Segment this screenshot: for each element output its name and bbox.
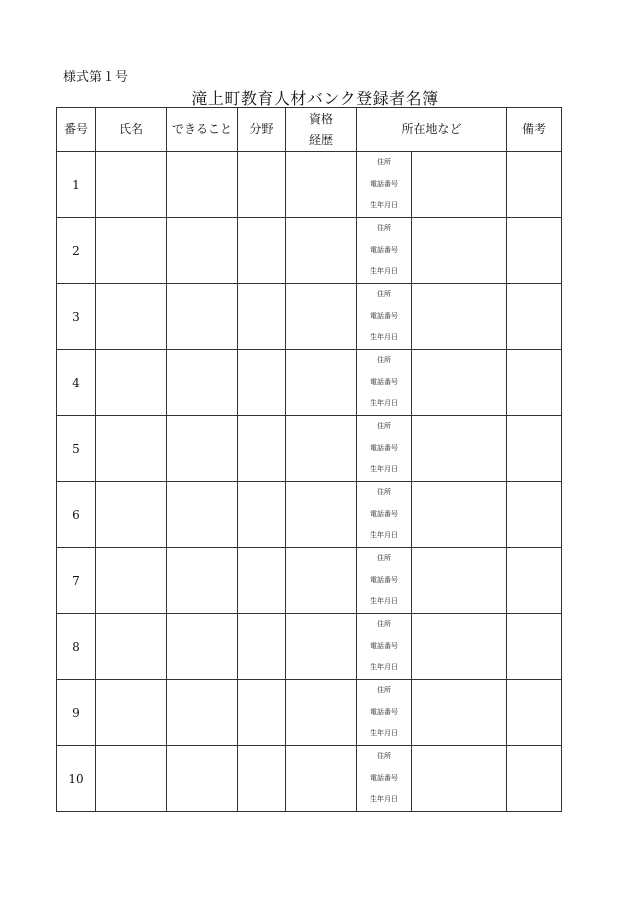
- address-value-cell[interactable]: [412, 284, 507, 350]
- header-qualification: 資格: [308, 111, 333, 126]
- header-name: 氏名: [96, 108, 167, 152]
- abilities-cell[interactable]: [167, 680, 238, 746]
- phone-label: 電話番号: [370, 245, 398, 254]
- phone-label: 電話番号: [370, 509, 398, 518]
- row-number: 8: [57, 614, 96, 680]
- birthdate-label: 生年月日: [370, 597, 398, 606]
- address-labels-cell: [357, 152, 412, 218]
- header-field: 分野: [238, 108, 286, 152]
- field-cell[interactable]: [238, 218, 286, 284]
- remarks-cell[interactable]: [507, 680, 562, 746]
- row-number: 2: [57, 218, 96, 284]
- birthdate-label: 生年月日: [370, 465, 398, 474]
- row-number: 6: [57, 482, 96, 548]
- address-labels-cell: [357, 680, 412, 746]
- birthdate-label: 生年月日: [370, 795, 398, 804]
- header-qualification-career: [286, 108, 357, 152]
- field-cell[interactable]: [238, 548, 286, 614]
- address-label: 住所: [377, 686, 391, 695]
- row-number: 9: [57, 680, 96, 746]
- row-number: 1: [57, 152, 96, 218]
- row-number: 5: [57, 416, 96, 482]
- address-labels-cell: [357, 284, 412, 350]
- header-number: 番号: [57, 108, 96, 152]
- phone-label: 電話番号: [370, 311, 398, 320]
- address-labels-cell: [357, 746, 412, 812]
- row-number: 4: [57, 350, 96, 416]
- phone-label: 電話番号: [370, 575, 398, 584]
- table-row: [57, 350, 562, 416]
- address-value-cell[interactable]: [412, 680, 507, 746]
- address-label: 住所: [377, 356, 391, 365]
- qualification-career-cell[interactable]: [286, 152, 357, 218]
- phone-label: 電話番号: [370, 641, 398, 650]
- qualification-career-cell[interactable]: [286, 416, 357, 482]
- qualification-career-cell[interactable]: [286, 482, 357, 548]
- field-cell[interactable]: [238, 416, 286, 482]
- birthdate-label: 生年月日: [370, 531, 398, 540]
- qualification-career-cell[interactable]: [286, 218, 357, 284]
- remarks-cell[interactable]: [507, 416, 562, 482]
- registry-table: [56, 107, 562, 812]
- address-value-cell[interactable]: [412, 614, 507, 680]
- address-label: 住所: [377, 554, 391, 563]
- remarks-cell[interactable]: [507, 482, 562, 548]
- table-row: [57, 614, 562, 680]
- address-labels-cell: [357, 548, 412, 614]
- abilities-cell[interactable]: [167, 284, 238, 350]
- address-value-cell[interactable]: [412, 746, 507, 812]
- birthdate-label: 生年月日: [370, 333, 398, 342]
- qualification-career-cell[interactable]: [286, 680, 357, 746]
- birthdate-label: 生年月日: [370, 663, 398, 672]
- abilities-cell[interactable]: [167, 218, 238, 284]
- name-cell[interactable]: [96, 416, 167, 482]
- remarks-cell[interactable]: [507, 152, 562, 218]
- phone-label: 電話番号: [370, 773, 398, 782]
- field-cell[interactable]: [238, 614, 286, 680]
- address-label: 住所: [377, 158, 391, 167]
- table-body: [57, 152, 562, 812]
- field-cell[interactable]: [238, 350, 286, 416]
- header-career: 経歴: [308, 132, 333, 147]
- phone-label: 電話番号: [370, 377, 398, 386]
- birthdate-label: 生年月日: [370, 399, 398, 408]
- table-row: [57, 548, 562, 614]
- qualification-career-cell[interactable]: [286, 614, 357, 680]
- field-cell[interactable]: [238, 746, 286, 812]
- address-label: 住所: [377, 488, 391, 497]
- abilities-cell[interactable]: [167, 548, 238, 614]
- phone-label: 電話番号: [370, 179, 398, 188]
- address-value-cell[interactable]: [412, 548, 507, 614]
- table-row: [57, 218, 562, 284]
- abilities-cell[interactable]: [167, 350, 238, 416]
- abilities-cell[interactable]: [167, 482, 238, 548]
- header-remarks: 備考: [507, 108, 562, 152]
- form-number: 様式第１号: [63, 70, 129, 85]
- address-value-cell[interactable]: [412, 218, 507, 284]
- phone-label: 電話番号: [370, 707, 398, 716]
- remarks-cell[interactable]: [507, 218, 562, 284]
- table-row: [57, 416, 562, 482]
- name-cell[interactable]: [96, 680, 167, 746]
- qualification-career-cell[interactable]: [286, 548, 357, 614]
- address-value-cell[interactable]: [412, 416, 507, 482]
- address-label: 住所: [377, 422, 391, 431]
- table-row: [57, 680, 562, 746]
- header-abilities: できること: [167, 108, 238, 152]
- remarks-cell[interactable]: [507, 350, 562, 416]
- phone-label: 電話番号: [370, 443, 398, 452]
- table-row: [57, 482, 562, 548]
- name-cell[interactable]: [96, 152, 167, 218]
- row-number: 7: [57, 548, 96, 614]
- abilities-cell[interactable]: [167, 416, 238, 482]
- qualification-career-cell[interactable]: [286, 746, 357, 812]
- address-value-cell[interactable]: [412, 350, 507, 416]
- qualification-career-cell[interactable]: [286, 284, 357, 350]
- table-row: [57, 284, 562, 350]
- document-title: 滝上町教育人材バンク登録者名簿: [191, 89, 439, 108]
- remarks-cell[interactable]: [507, 284, 562, 350]
- address-label: 住所: [377, 752, 391, 761]
- abilities-cell[interactable]: [167, 152, 238, 218]
- address-labels-cell: [357, 482, 412, 548]
- address-value-cell[interactable]: [412, 152, 507, 218]
- name-cell[interactable]: [96, 350, 167, 416]
- remarks-cell[interactable]: [507, 548, 562, 614]
- remarks-cell[interactable]: [507, 746, 562, 812]
- name-cell[interactable]: [96, 482, 167, 548]
- table-row: [57, 746, 562, 812]
- address-label: 住所: [377, 620, 391, 629]
- qualification-career-cell[interactable]: [286, 350, 357, 416]
- birthdate-label: 生年月日: [370, 201, 398, 210]
- row-number: 3: [57, 284, 96, 350]
- row-number: 10: [57, 746, 96, 812]
- address-labels-cell: [357, 350, 412, 416]
- abilities-cell[interactable]: [167, 614, 238, 680]
- address-labels-cell: [357, 614, 412, 680]
- table-row: [57, 152, 562, 218]
- abilities-cell[interactable]: [167, 746, 238, 812]
- name-cell[interactable]: [96, 746, 167, 812]
- birthdate-label: 生年月日: [370, 267, 398, 276]
- name-cell[interactable]: [96, 548, 167, 614]
- remarks-cell[interactable]: [507, 614, 562, 680]
- header-row: [57, 108, 562, 152]
- field-cell[interactable]: [238, 284, 286, 350]
- address-labels-cell: [357, 416, 412, 482]
- header-address: 所在地など: [357, 108, 507, 152]
- address-label: 住所: [377, 290, 391, 299]
- field-cell[interactable]: [238, 152, 286, 218]
- address-labels-cell: [357, 218, 412, 284]
- field-cell[interactable]: [238, 482, 286, 548]
- field-cell[interactable]: [238, 680, 286, 746]
- name-cell[interactable]: [96, 218, 167, 284]
- birthdate-label: 生年月日: [370, 729, 398, 738]
- address-label: 住所: [377, 224, 391, 233]
- name-cell[interactable]: [96, 614, 167, 680]
- name-cell[interactable]: [96, 284, 167, 350]
- address-value-cell[interactable]: [412, 482, 507, 548]
